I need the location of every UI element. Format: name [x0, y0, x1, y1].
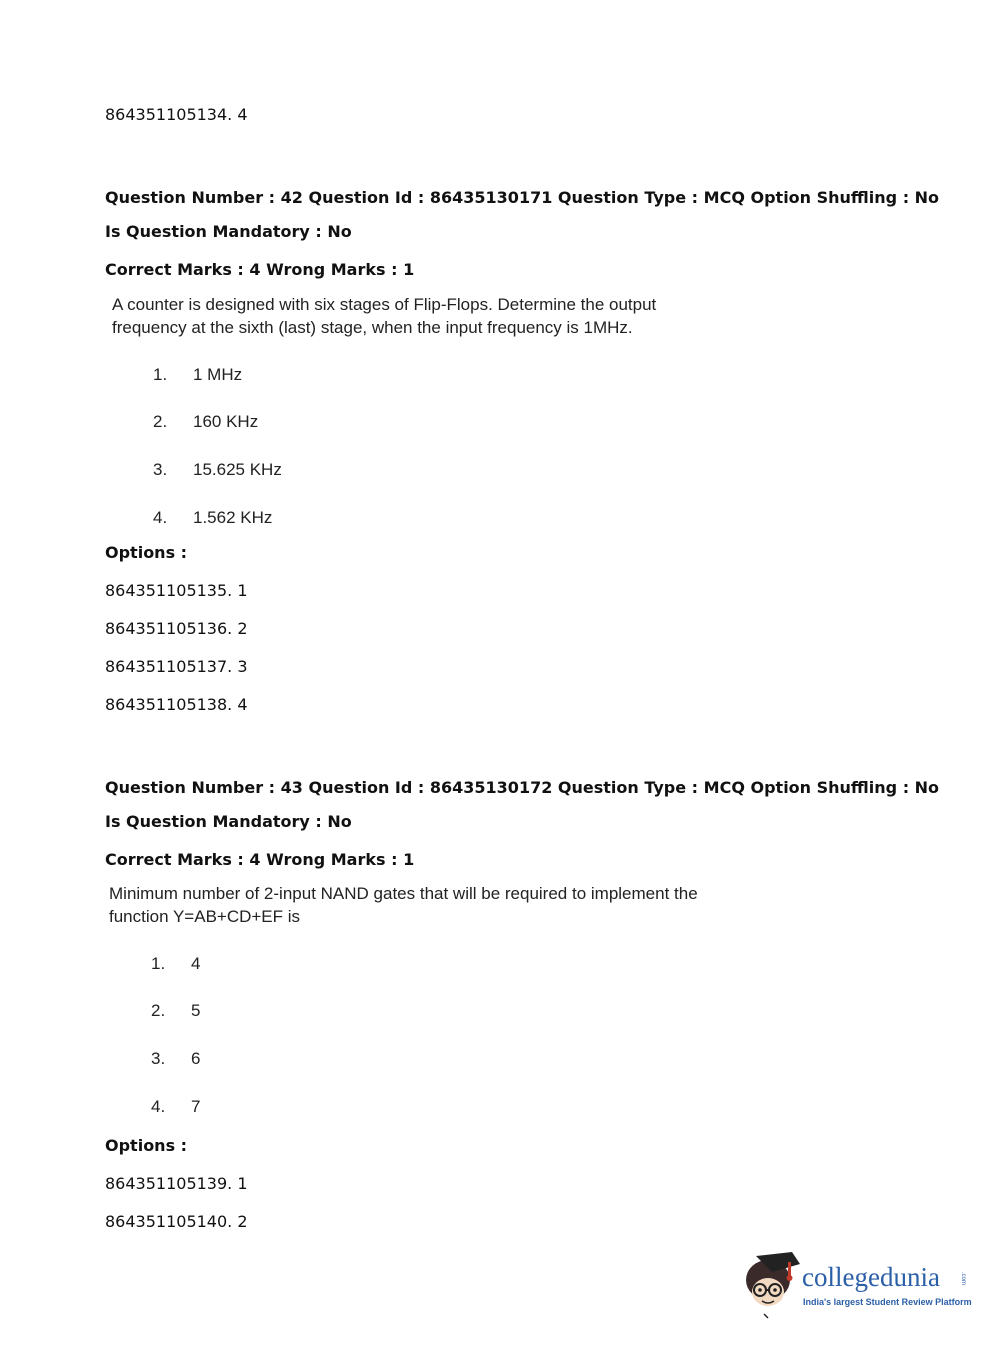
question-header: Question Number : 42 Question Id : 86435130171 Question Type : MCQ Option Shuffling : No	[105, 188, 940, 207]
collegedunia-logo[interactable]	[742, 1250, 972, 1320]
choice-number: 2.	[153, 412, 168, 431]
option-line: 864351105138. 4	[105, 695, 248, 714]
marks-line: Correct Marks : 4 Wrong Marks : 1	[105, 260, 415, 279]
choice-item	[153, 460, 282, 480]
logo-tagline: India's largest Student Review Platform	[803, 1297, 972, 1307]
mascot-icon	[742, 1250, 804, 1320]
choice-number: 1.	[151, 954, 166, 973]
marks-line: Correct Marks : 4 Wrong Marks : 1	[105, 850, 415, 869]
choice-item	[151, 954, 200, 974]
options-label: Options :	[105, 543, 188, 562]
choice-number: 4.	[151, 1097, 166, 1116]
choice-number: 2.	[151, 1001, 166, 1020]
choice-number: 1.	[153, 365, 168, 384]
choice-text: 1.562 KHz	[193, 508, 273, 527]
logo-domain-suffix: .com	[960, 1272, 966, 1286]
question-text-line: Minimum number of 2-input NAND gates that will be required to implement the	[109, 884, 698, 903]
choice-item	[153, 412, 258, 432]
choice-item	[151, 1097, 200, 1117]
choice-text: 7	[191, 1097, 201, 1116]
option-line: 864351105135. 1	[105, 581, 248, 600]
choice-text: 160 KHz	[193, 412, 259, 431]
choice-text: 15.625 KHz	[193, 460, 282, 479]
choice-item	[153, 508, 272, 528]
question-text-line: frequency at the sixth (last) stage, when the input frequency is 1MHz.	[112, 318, 633, 337]
choice-text: 6	[191, 1049, 201, 1068]
choice-number: 3.	[151, 1049, 166, 1068]
option-line: 864351105137. 3	[105, 657, 248, 676]
mandatory-line: Is Question Mandatory : No	[105, 812, 352, 831]
choice-number: 3.	[153, 460, 168, 479]
question-text	[112, 293, 656, 339]
choice-text: 5	[191, 1001, 201, 1020]
mandatory-line: Is Question Mandatory : No	[105, 222, 352, 241]
question-text-line: function Y=AB+CD+EF is	[109, 907, 301, 926]
choice-item	[151, 1001, 200, 1021]
logo-wordmark: collegedunia	[802, 1262, 940, 1292]
question-header: Question Number : 43 Question Id : 86435130172 Question Type : MCQ Option Shuffling : No	[105, 778, 940, 797]
choice-text: 1 MHz	[193, 365, 243, 384]
choice-item	[153, 365, 242, 385]
choice-number: 4.	[153, 508, 168, 527]
option-line: 864351105139. 1	[105, 1174, 248, 1193]
option-line: 864351105140. 2	[105, 1212, 248, 1231]
question-text-line: A counter is designed with six stages of Flip-Flops. Determine the output	[112, 295, 657, 314]
options-label: Options :	[105, 1136, 188, 1155]
question-text	[109, 882, 698, 928]
option-line: 864351105136. 2	[105, 619, 248, 638]
choice-item	[151, 1049, 200, 1069]
choice-text: 4	[191, 954, 201, 973]
option-line: 864351105134. 4	[105, 105, 248, 124]
